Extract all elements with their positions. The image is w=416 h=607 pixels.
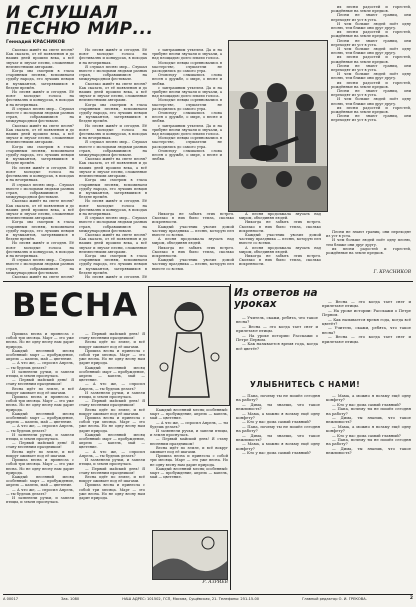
paragraph: Когда мы смотрим в глаза старинным песням, вспоминаем судьбу народа, его лучших певцов и музыкантов, затерявшихся в бездне времён.: [6, 220, 74, 242]
paragraph: — Мама, а можно я возьму ещё одну конфету?: [236, 441, 320, 451]
paragraph: — На уроке истории: Расскажи о Петре Первом.: [322, 307, 411, 318]
spring-column-2: [79, 332, 145, 590]
jokes-title: УЛЫБНИТЕСЬ С НАМИ!: [250, 380, 361, 389]
paragraph: Я слушал песню мир... Слушал вместе с молодыми людьми разных стран, собравшимися на международном фестивале.: [6, 182, 74, 200]
paragraph: И чем больше людей поёт одну песню, тем ближе они друг другу.: [331, 47, 411, 56]
section-divider: [3, 281, 413, 282]
footer-index: А 00017: [3, 596, 19, 601]
paragraph: с завтрашним уткелем. Да и на трибуне песни звучали и звучали, а над площадью долго плыли голоса.: [152, 85, 222, 99]
paragraph: И зазвенели ручьи, и запели птицы, и земля проснулась.: [6, 495, 74, 505]
paragraph: — А что же, — спросил Апрель, — ты будешь делать?: [79, 382, 145, 391]
paragraph: — Первый майский день! Я стану весенним праздником!: [79, 332, 145, 341]
paragraph: с завтрашним уткелем. Да и на трибуне песни звучали и звучали, а над площадью долго плыли голоса.: [152, 48, 222, 61]
paragraph: — А что же, — спросил Апрель, — ты будешь делать?: [6, 424, 74, 433]
paragraph: Песни не знают границ, они переходят из уст в уста.: [326, 230, 411, 239]
footer-order: Зак. 1080: [61, 596, 80, 601]
paragraph: Пришла весна и принесла с собой три месяца. Март — это уже весна. Но не одну весну нам дарит природа.: [79, 483, 145, 500]
paragraph: — А что же, — спросил Апрель, — ты будешь делать?: [150, 420, 228, 429]
paragraph: — Мама, а можно я возьму ещё одну конфету?: [326, 394, 411, 403]
paragraph: Отовсюду слышались слова песен о дружбе, о мире, о весне и любви.: [152, 148, 222, 162]
paragraph: Никогда не забыть этих встреч. Сколько в них было тепла, сколько искренности.: [239, 254, 321, 267]
paragraph: И зазвенели ручьи, и запели птицы, и земля проснулась.: [79, 458, 145, 467]
paragraph: Каждый весенний месяц особенный: март — пробуждение, апрель — капель, май — цветение.: [79, 432, 145, 450]
paragraph: И чем больше людей поёт одну песню, тем ближе они друг другу.: [331, 97, 411, 106]
paragraph: Пришла весна и принесла с собой три месяца. Март — это уже весна. Но не одну весну нам дарит природа.: [6, 332, 74, 349]
answers-column-1: [236, 316, 318, 376]
paragraph: — Первый майский день! Я стану весенним праздником!: [79, 399, 145, 408]
paragraph: — А что же, — спросил Апрель, — ты будешь делать?: [6, 487, 74, 496]
paragraph: И зазвенели ручьи, и запели птицы, и земля проснулась.: [79, 390, 145, 400]
paragraph: Каждый весенний месяц особенный: март — пробуждение, апрель — капель, май — цветение.: [79, 365, 145, 383]
paragraph: Отовсюду слышались слова песен о дружбе, о мире, о весне и любви.: [152, 73, 222, 86]
people-singing-illustration: [229, 41, 327, 211]
paragraph: их песни радостей и горестей, рождённые на земле предков.: [331, 105, 411, 115]
paragraph: Никогда не забыть этих встреч. Сколько в них было тепла, сколько искренности.: [239, 220, 321, 233]
answers-title: Из ответов на уроках: [234, 287, 318, 310]
paragraph: — Первый майский день! Я стану весенним праздником!: [6, 378, 74, 387]
article-column-3: [152, 48, 222, 206]
paragraph: Песни не знают границ, они переходят из уст в уста.: [331, 63, 411, 73]
paragraph: Каждый весенний месяц особенный: март — пробуждение, апрель — капель, май — цветение.: [6, 348, 74, 362]
paragraph: Я слушал песню мир... Слушал вместе с молодыми людьми разных стран, собравшимися на международном фестивале.: [79, 216, 147, 233]
landscape-drawing: [153, 531, 227, 579]
paragraph: их песни радостей и горестей, рождённые на земле предков.: [331, 80, 411, 89]
paragraph: Каждый участник увозил домой частицу праздника — песню, которую пел вместе со всеми.: [152, 224, 234, 238]
paragraph: Когда мы смотрим в глаза старинным песням, вспоминаем судьбу народа, его лучших певцов и музыкантов, затерявшихся в бездне времён.: [6, 69, 74, 90]
paragraph: Песни не знают границ, они переходят из уст в уста.: [331, 38, 411, 47]
paragraph: — Мама, а можно я возьму ещё одну конфету?: [236, 410, 320, 421]
title-line-2: ПЕСНЮ МИР...: [6, 19, 154, 39]
footer-address: НАШ АДРЕС: 101502, ГСП, Москва, Сущёвская, 21. Телефоны: 251-15-00: [122, 596, 260, 601]
paragraph: — Папа, почему ты не пошёл сегодня на работу?: [326, 437, 411, 447]
paragraph: Весна идёт по земле, и всё вокруг оживает под её шагами.: [79, 340, 145, 349]
jokes-column-1: [236, 394, 320, 590]
paragraph: Сколько живёт на свете песня?: [12, 274, 74, 278]
paragraph: — Кто у вас дома самый главный?: [242, 419, 311, 425]
paragraph: — Первый майский день! Я стану весенним праздником!: [79, 466, 145, 475]
page-number: 2: [409, 596, 413, 601]
article-lower-column-2: [239, 212, 321, 278]
paragraph: И зазвенели ручьи, и запели птицы, и земля проснулась.: [6, 369, 74, 379]
paragraph: — Дима, ты знаешь, что такое вежливость?: [326, 415, 411, 425]
article-author: Геннадий КРАСНИКОВ: [6, 40, 65, 45]
paragraph: — Учитель, скажи, ребята, что такое весна?: [236, 316, 318, 325]
paragraph: Но песня живёт и сегодня. Её поют молодые голоса на фестивалях и конкурсах, в походах и на вечеринках.: [79, 123, 147, 141]
paragraph: Каждый участник увозил домой частицу праздника — песню, которую пел вместе со всеми.: [152, 258, 234, 271]
paragraph: — Весна — это когда тает снег и прилетают птицы.: [322, 334, 411, 344]
paragraph: Сколько живёт на свете песня? Как сказать, от её появления и до наших дней прошли века, а всё звучат и звучат песни, сложенные неизвестными авторами.: [6, 123, 74, 145]
paragraph: А песня продолжала звучать над миром, объединяя людей.: [239, 245, 321, 254]
paragraph: Пришла весна и принесла с собой три месяца. Март — это уже весна. Но не одну весну нам дарит природа.: [6, 458, 74, 475]
jokes-column-2: [326, 394, 411, 590]
article-column-1: [6, 48, 74, 278]
paragraph: Когда мы смотрим в глаза старинным песням, вспоминаем судьбу народа, его лучших певцов и музыкантов, затерявшихся в бездне времён.: [6, 144, 74, 166]
paragraph: Но песня живёт и сегодня. Её поют молодые голоса на фестивалях и конкурсах, в походах и на вечеринках.: [6, 241, 74, 258]
paragraph: Отовсюду слышались слова песен о дружбе, о мире, о весне и любви.: [152, 111, 222, 124]
article-column-2: [79, 48, 147, 278]
paragraph: А песня продолжала звучать над миром, объединяя людей.: [239, 212, 321, 221]
festival-photo: [228, 40, 328, 212]
paragraph: — На уроке истории: Расскажи о Петре Первом.: [236, 332, 318, 343]
paragraph: их песни радостей и горестей, рождённые на земле предков.: [331, 30, 411, 39]
paragraph: — Дима, ты знаешь, что такое вежливость?: [236, 401, 320, 412]
paragraph: — Папа, почему ты не пошёл сегодня на работу?: [236, 394, 320, 403]
paragraph: Но песня живёт и сегодня. Её поют молодые голоса на фестивалях и конкурсах, в походах и на вечеринках.: [79, 48, 147, 65]
spring-drawing: [148, 286, 230, 406]
paragraph: Я слушал песню мир... Слушал вместе с молодыми людьми разных стран, собравшимися на международном фестивале.: [6, 258, 74, 275]
paragraph: — А что же, — спросил Апрель, — ты будешь делать?: [6, 361, 74, 370]
paragraph: Весна идёт по земле, и всё вокруг оживает под её шагами.: [79, 407, 145, 416]
paragraph: Когда мы смотрим в глаза старинным песням, вспоминаем судьбу народа, его лучших певцов и музыкантов, затерявшихся в бездне времён.: [79, 102, 147, 124]
paragraph: — Папа, почему ты не пошёл сегодня на работу?: [326, 406, 411, 416]
paragraph: — Как называется время года, когда всё цветёт?: [236, 341, 318, 351]
paragraph: — Дима, ты знаешь, что такое вежливость?: [236, 432, 320, 443]
paragraph: Пришла весна и принесла с собой три месяца. Март — это уже весна. Но не одну весну нам дарит природа.: [6, 395, 74, 412]
paragraph: Молодые певцы соревновались в мастерстве, слушатели не расходились до самого утра.: [152, 136, 222, 149]
paragraph: — Первый майский день! Я стану весенним праздником!: [6, 441, 74, 450]
paragraph: Никогда не забыть этих встреч. Сколько в них было тепла, сколько искренности.: [152, 212, 234, 225]
paragraph: Но песня живёт и сегодня. Её: [85, 274, 147, 278]
article-lower-column-1: [152, 212, 234, 278]
spring-bottom-drawing: [152, 530, 228, 580]
paragraph: Сколько живёт на свете песня? Как сказать, от её появления и до наших дней прошли века, а всё звучат и звучат песни, сложенные неизвестными авторами.: [79, 157, 147, 179]
paragraph: Я слушал песню мир... Слушал вместе с молодыми людьми разных стран, собравшимися на международном фестивале.: [79, 140, 147, 158]
paragraph: Весна идёт по земле, и всё вокруг оживает под её шагами.: [6, 386, 74, 395]
paragraph: — Как называется время года, когда всё цветёт?: [322, 316, 411, 327]
paragraph: с завтрашним уткелем. Да и на трибуне песни звучали и звучали, а над площадью долго плыли голоса.: [152, 123, 222, 137]
spring-column-3: [150, 408, 228, 528]
paragraph: — Весна — это когда тает снег и прилетают птицы.: [236, 323, 318, 334]
footer-editor: Главный редактор О. И. ГРЕКОВА.: [302, 596, 367, 601]
article-title: [6, 5, 158, 37]
paragraph: — Дима, ты знаешь, что такое вежливость?: [326, 445, 411, 456]
article-column-right: [331, 5, 411, 227]
spring-title: ВЕСНА: [12, 286, 139, 324]
paragraph: Песни не знают границ, они переходят из уст в уста.: [331, 114, 411, 123]
paragraph: Когда мы смотрим в глаза старинным песням, вспоминаем судьбу народа, его лучших певцов и музыкантов, затерявшихся в бездне времён.: [79, 253, 147, 275]
paragraph: — Весна — это когда тает снег и прилетают птицы.: [322, 300, 411, 309]
paragraph: Песни не знают границ, они переходят из уст в уста.: [331, 89, 411, 98]
spring-column-1: [6, 332, 74, 590]
spring-signature: Р. АЗРИЕВ: [202, 580, 228, 585]
paragraph: Весна идёт по земле, и всё вокруг оживает под её шагами.: [150, 445, 228, 455]
paragraph: Песни не знают границ, они переходят из уст в уста.: [331, 13, 411, 22]
paragraph: Сколько живёт на свете песня? Как сказать, от её появления и до наших дней прошли века, а всё звучат и звучат песни, сложенные неизвестными авторами.: [79, 232, 147, 254]
paragraph: Никогда не забыть этих встреч. Сколько в них было тепла, сколько искренности.: [152, 245, 234, 259]
paragraph: И чем больше людей поёт одну песню, тем ближе они друг другу.: [326, 238, 411, 247]
paragraph: Я слушал песню мир... Слушал вместе с молодыми людьми разных стран, собравшимися на международном фестивале.: [79, 64, 147, 82]
article-signature: Г. КРАСНИКОВ: [373, 270, 411, 275]
paragraph: Но песня живёт и сегодня. Её поют молодые голоса на фестивалях и конкурсах, в походах и на вечеринках.: [79, 199, 147, 216]
paragraph: Но песня живёт и сегодня. Её поют молодые голоса на фестивалях и конкурсах, в походах и на вечеринках.: [6, 90, 74, 107]
paragraph: — Кто у вас дома самый главный?: [242, 450, 311, 456]
article-lower-column-3: [326, 230, 411, 268]
paragraph: — Папа, почему ты не пошёл сегодня на работу?: [236, 423, 320, 434]
page-footer: [3, 594, 413, 601]
paragraph: Пришла весна и принесла с собой три месяца. Март — это уже весна. Но не одну весну нам дарит природа.: [150, 454, 228, 467]
girl-drawing-illustration: [149, 287, 229, 405]
paragraph: — Кто у вас дома самый главный?: [332, 432, 401, 438]
paragraph: Пришла весна и принесла с собой три месяца. Март — это уже весна. Но не одну весну нам дарит природа.: [79, 348, 145, 366]
column-divider: [230, 284, 231, 590]
paragraph: Пришла весна и принесла с собой три месяца. Март — это уже весна. Но не одну весну нам дарит природа.: [79, 416, 145, 433]
paragraph: — Мама, а можно я возьму ещё одну конфету?: [326, 423, 411, 434]
paragraph: Сколько живёт на свете песня? Как сказать, от её появления и до наших дней прошли века, а всё звучат и звучат песни, сложенные неизвестными авторами.: [6, 48, 74, 69]
title-line-1: И СЛУШАЛ: [6, 3, 119, 23]
paragraph: Каждый участник увозил домой частицу праздника — песню, которую пел вместе со всеми.: [239, 233, 321, 246]
paragraph: Сколько живёт на свете песня? Как сказать, от её появления и до наших дней прошли века, а всё звучат и звучат песни, сложенные неизвестными авторами.: [79, 81, 147, 103]
paragraph: их песни радостей и горестей, рождённые на земле предков.: [326, 246, 411, 256]
paragraph: — Кто у вас дома самый главный?: [332, 401, 401, 407]
answers-column-2: [322, 300, 411, 376]
paragraph: Когда мы смотрим в глаза старинным песням, вспоминаем судьбу народа, его лучших певцов и музыкантов, затерявшихся в бездне времён.: [79, 178, 147, 200]
paragraph: — А что же, — спросил Апрель, — ты будешь делать?: [79, 449, 145, 458]
paragraph: И чем больше людей поёт одну песню, тем ближе они друг другу.: [331, 21, 411, 31]
paragraph: Каждый весенний месяц особенный: март — пробуждение, апрель — капель, май — цветение.: [6, 411, 74, 425]
paragraph: И зазвенели ручьи, и запели птицы, и земля проснулась.: [150, 429, 228, 438]
paragraph: Каждый весенний месяц особенный: март — пробуждение, апрель — капель, май — цветение.: [150, 408, 228, 421]
paragraph: Я слушал песню мир... Слушал вместе с молодыми людьми разных стран, собравшимися на международном фестивале.: [6, 106, 74, 124]
paragraph: Молодые певцы соревновались в мастерстве, слушатели не расходились до самого утра.: [152, 98, 222, 111]
paragraph: — Первый майский день! Я стану весенним праздником!: [150, 437, 228, 446]
paragraph: их песни радостей и горестей, рождённые на земле предков.: [331, 55, 411, 64]
paragraph: Каждый весенний месяц особенный: март — пробуждение, апрель — капель, май — цветение.: [150, 466, 228, 480]
paragraph: Но песня живёт и сегодня. Её поют молодые голоса на фестивалях и конкурсах, в походах и на вечеринках.: [6, 165, 74, 183]
paragraph: А песня продолжала звучать над миром, объединяя людей.: [152, 237, 234, 246]
paragraph: Весна идёт по земле, и всё вокруг оживает под её шагами.: [6, 449, 74, 458]
paragraph: Сколько живёт на свете песня? Как сказать, от её появления и до наших дней прошли века, а всё звучат и звучат песни, сложенные неизвестными авторами.: [6, 199, 74, 221]
paragraph: И зазвенели ручьи, и запели птицы, и земля проснулась.: [6, 432, 74, 442]
paragraph: их песни радостей и горестей, рождённые на земле предков.: [331, 5, 411, 14]
paragraph: Каждый весенний месяц особенный: март — пробуждение, апрель — капель, май — цветение.: [6, 474, 74, 488]
paragraph: Молодые певцы соревновались в мастерстве, слушатели не расходились до самого утра.: [152, 60, 222, 74]
paragraph: И чем больше людей поёт одну песню, тем ближе они друг другу.: [331, 72, 411, 81]
paragraph: Весна идёт по земле, и всё вокруг оживает под её шагами.: [79, 474, 145, 484]
paragraph: — Учитель, скажи, ребята, что такое весна?: [322, 325, 411, 335]
